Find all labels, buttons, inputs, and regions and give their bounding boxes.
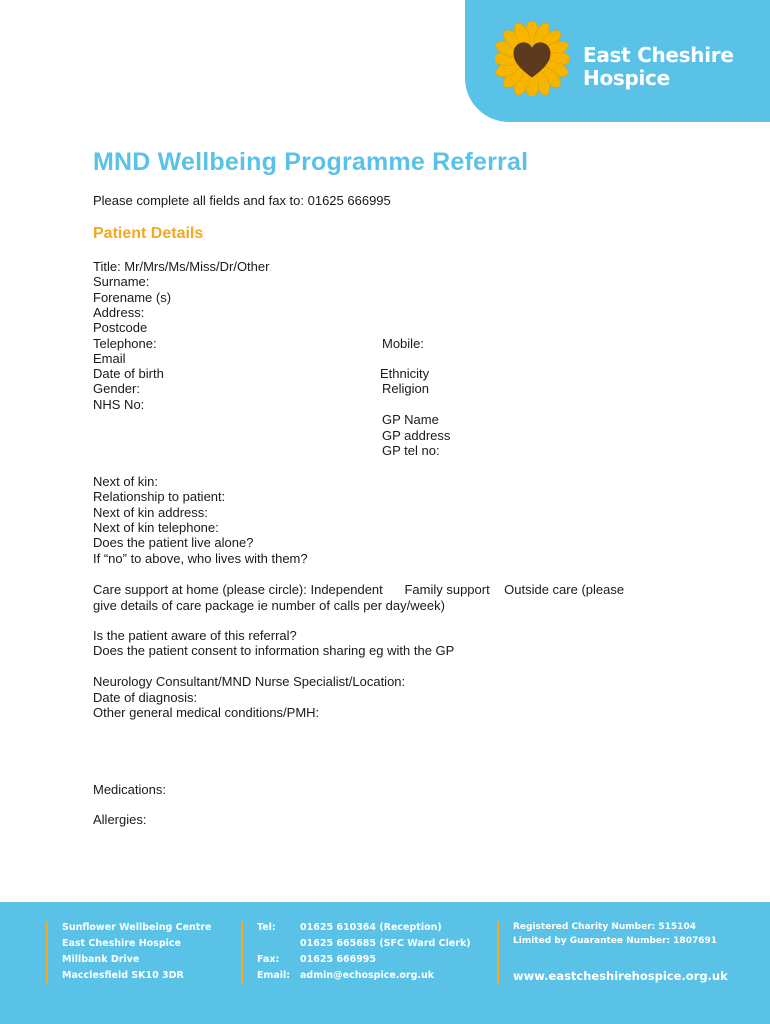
field-ethnicity: Ethnicity bbox=[380, 366, 430, 381]
header-logo-panel bbox=[465, 0, 770, 122]
field-next-of-kin: Next of kin: bbox=[93, 474, 159, 489]
tel-label: Tel: bbox=[257, 922, 276, 933]
footer-divider bbox=[497, 922, 499, 984]
field-dob: Date of birth bbox=[93, 366, 164, 381]
field-gp-tel: GP tel no: bbox=[382, 443, 440, 458]
tel-ward-clerk: 01625 665685 (SFC Ward Clerk) bbox=[300, 938, 471, 949]
field-gender: Gender: bbox=[93, 381, 140, 396]
email-label: Email: bbox=[257, 970, 291, 981]
field-relationship: Relationship to patient: bbox=[93, 489, 226, 504]
field-postcode: Postcode bbox=[93, 320, 148, 335]
field-surname: Surname: bbox=[93, 274, 150, 289]
sunflower-heart-logo-icon bbox=[495, 22, 569, 96]
field-medical-conditions: Other general medical conditions/PMH: bbox=[93, 705, 320, 720]
field-nok-telephone: Next of kin telephone: bbox=[93, 520, 219, 535]
field-neurology: Neurology Consultant/MND Nurse Specialist/Location: bbox=[93, 674, 406, 689]
field-who-lives: If “no” to above, who lives with them? bbox=[93, 551, 308, 566]
footer-address bbox=[62, 920, 211, 984]
website-link[interactable]: www.eastcheshirehospice.org.uk bbox=[513, 969, 728, 983]
footer bbox=[0, 902, 770, 1024]
field-email: Email bbox=[93, 351, 126, 366]
footer-address-line: Macclesfield SK10 3DR bbox=[62, 970, 184, 981]
field-nhs-number: NHS No: bbox=[93, 397, 145, 412]
footer-contact-values bbox=[300, 920, 471, 984]
field-allergies: Allergies: bbox=[93, 812, 147, 827]
field-gp-name: GP Name bbox=[382, 412, 439, 427]
footer-address-line: East Cheshire Hospice bbox=[62, 938, 181, 949]
field-care-support-details: give details of care package ie number of calls per day/week) bbox=[93, 598, 445, 613]
field-title: Title: Mr/Mrs/Ms/Miss/Dr/Other bbox=[93, 259, 270, 274]
field-care-support: Care support at home (please circle): Independent Family support Outside care (please bbox=[93, 582, 625, 597]
field-medications: Medications: bbox=[93, 782, 166, 797]
footer-divider bbox=[241, 922, 243, 984]
intro-text: Please complete all fields and fax to: 01625 666995 bbox=[93, 193, 391, 208]
footer-contact-labels bbox=[257, 920, 290, 984]
field-aware: Is the patient aware of this referral? bbox=[93, 628, 297, 643]
field-nok-address: Next of kin address: bbox=[93, 505, 208, 520]
field-address: Address: bbox=[93, 305, 145, 320]
guarantee-number: Limited by Guarantee Number: 1807691 bbox=[513, 936, 718, 946]
field-mobile: Mobile: bbox=[382, 336, 424, 351]
field-gp-address: GP address bbox=[382, 428, 451, 443]
email-link[interactable]: admin@echospice.org.uk bbox=[300, 970, 435, 981]
field-diagnosis-date: Date of diagnosis: bbox=[93, 690, 198, 705]
footer-divider bbox=[46, 922, 48, 984]
footer-registration bbox=[513, 920, 717, 948]
footer-address-line: Millbank Drive bbox=[62, 954, 140, 965]
field-forename: Forename (s) bbox=[93, 290, 172, 305]
logo-line-1: East Cheshire bbox=[583, 43, 734, 67]
field-religion: Religion bbox=[382, 381, 429, 396]
fax-number: 01625 666995 bbox=[300, 954, 377, 965]
footer-address-line: Sunflower Wellbeing Centre bbox=[62, 922, 212, 933]
field-telephone: Telephone: bbox=[93, 336, 157, 351]
logo-line-2: Hospice bbox=[583, 66, 670, 90]
charity-number: Registered Charity Number: 515104 bbox=[513, 922, 696, 932]
page-title: MND Wellbeing Programme Referral bbox=[93, 148, 529, 176]
tel-reception: 01625 610364 (Reception) bbox=[300, 922, 442, 933]
field-consent: Does the patient consent to information sharing eg with the GP bbox=[93, 643, 455, 658]
fax-label: Fax: bbox=[257, 954, 280, 965]
logo-wordmark bbox=[583, 44, 734, 90]
field-live-alone: Does the patient live alone? bbox=[93, 535, 254, 550]
section-title-patient-details: Patient Details bbox=[93, 225, 204, 242]
